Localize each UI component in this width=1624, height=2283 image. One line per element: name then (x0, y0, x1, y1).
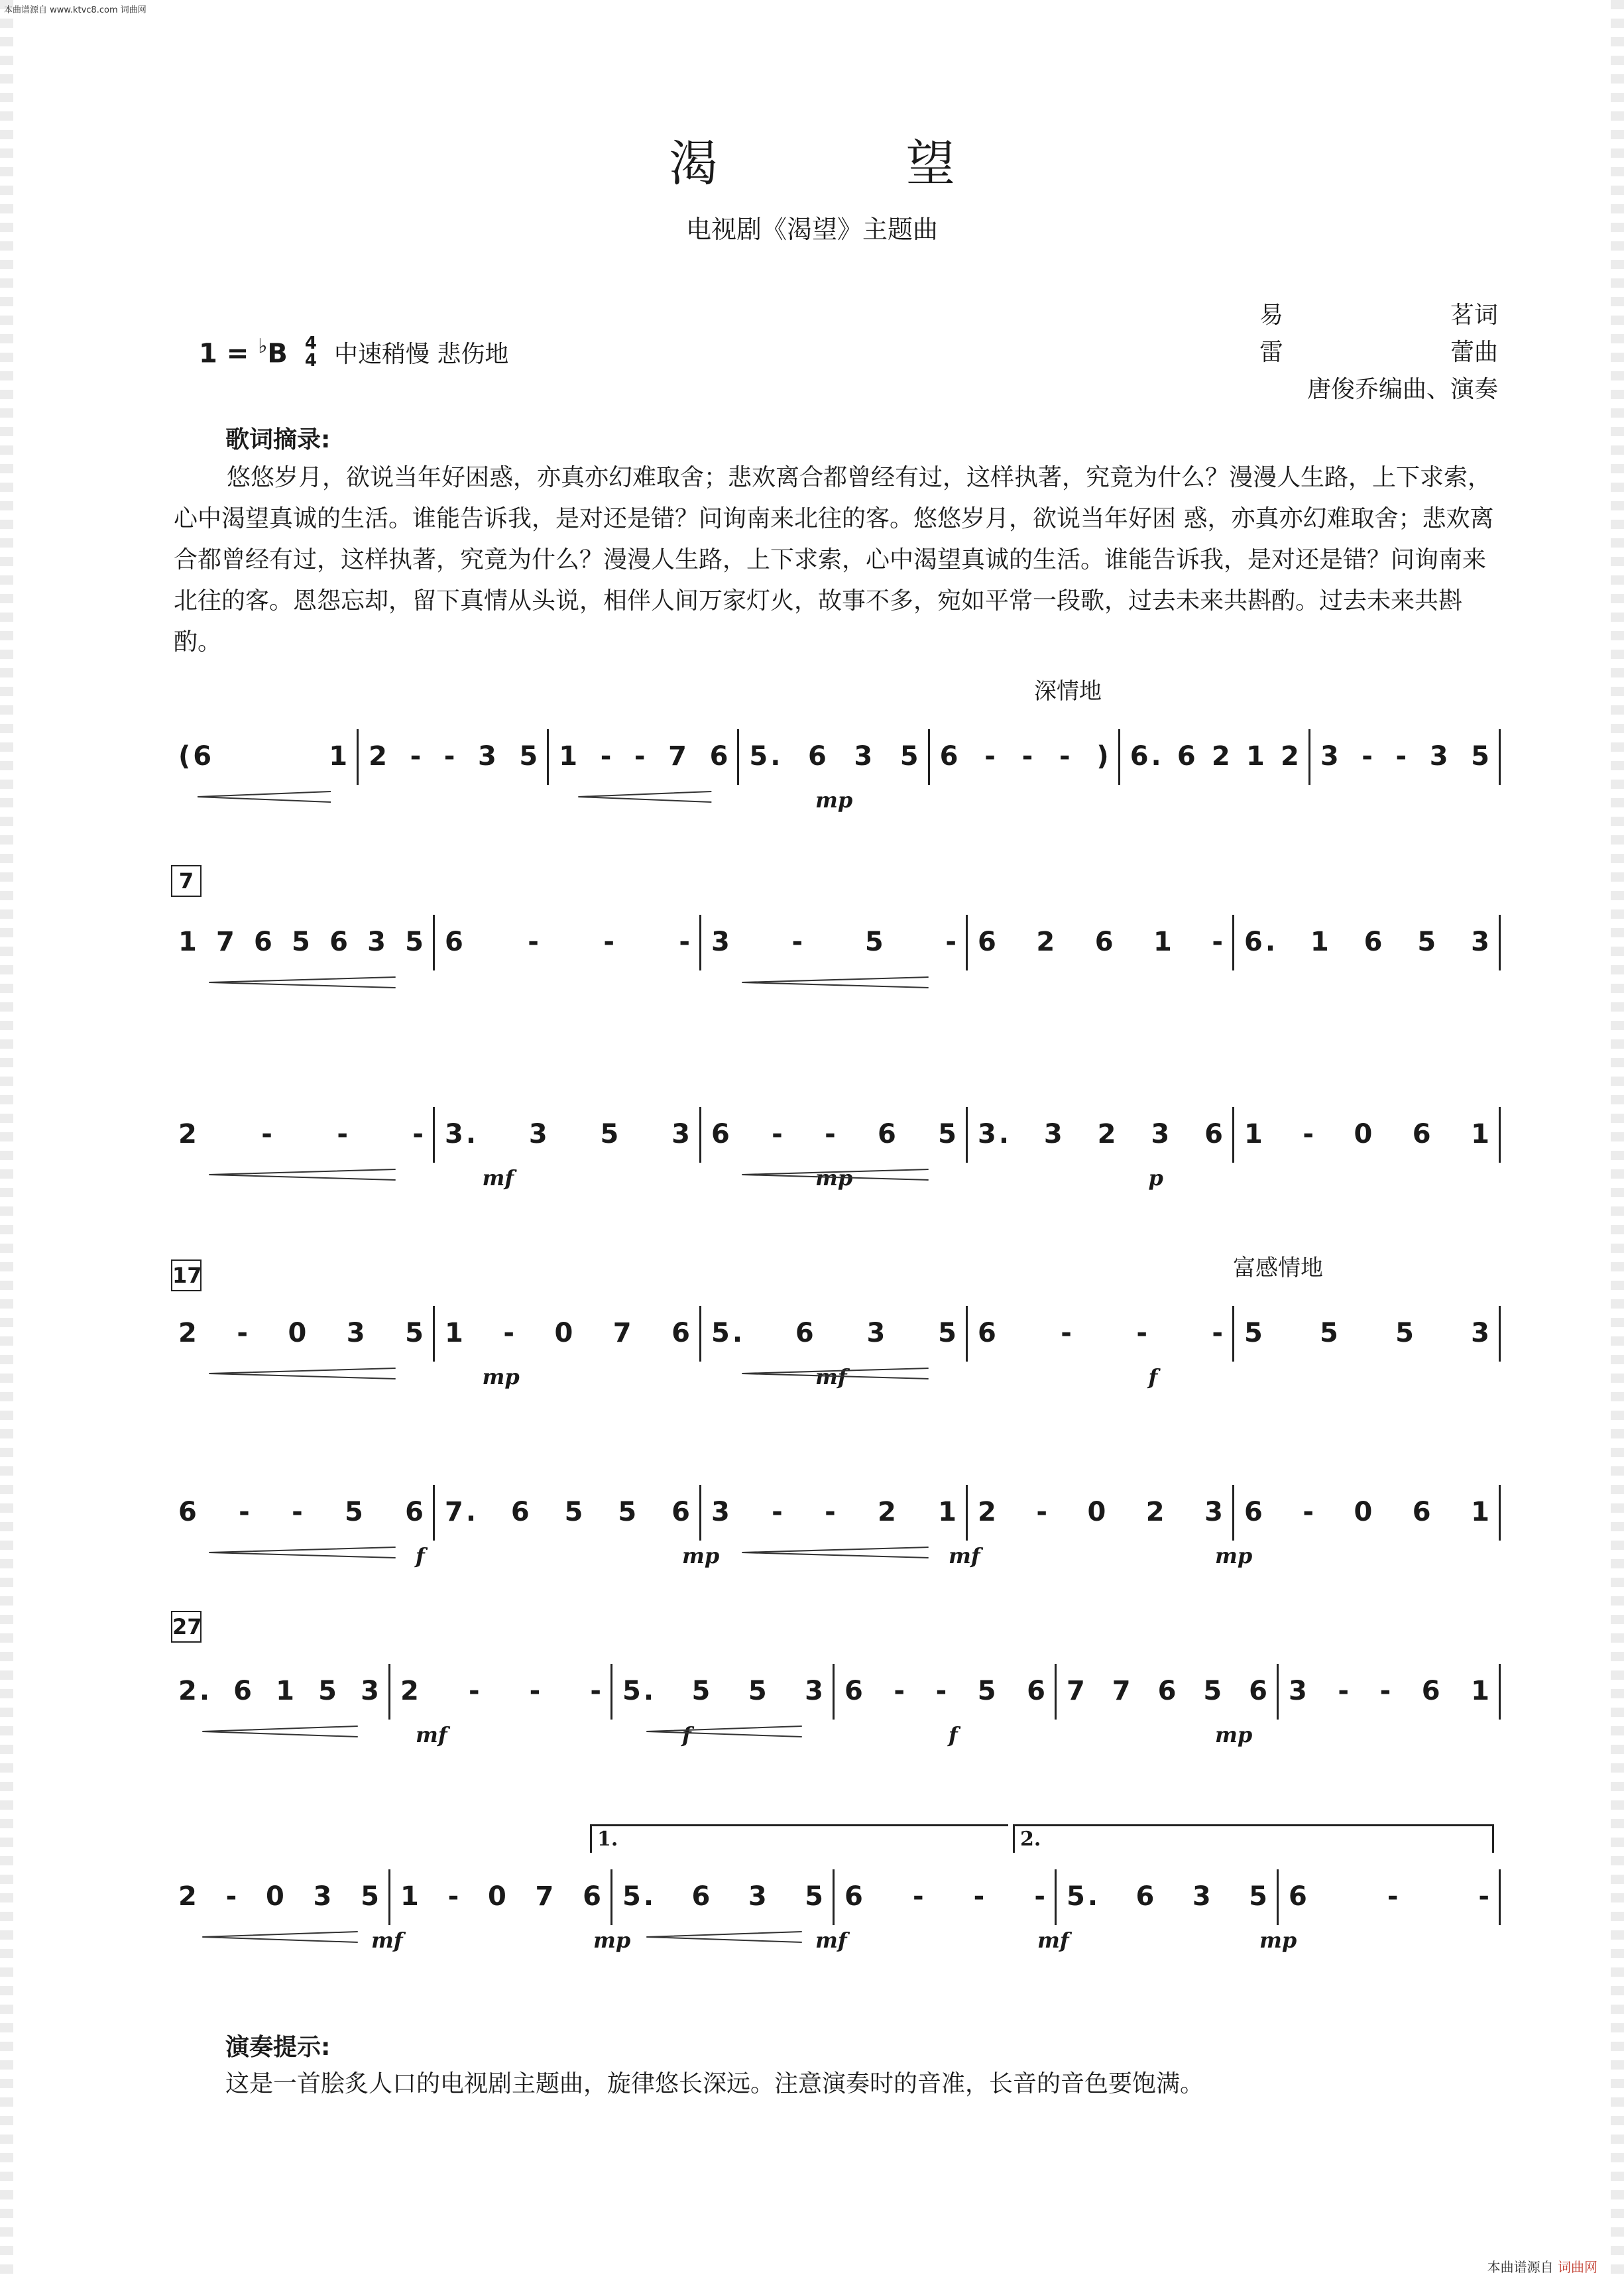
crescendo-hairpin (742, 977, 928, 988)
note: - (237, 1318, 251, 1348)
note: 6 (691, 1881, 713, 1912)
crescendo-hairpin (209, 1368, 395, 1379)
credit-lyricist: 易 茗词 (1259, 302, 1498, 329)
note: 0 (265, 1881, 287, 1912)
notation-row-4 (169, 1293, 1501, 1405)
note: 6 (254, 927, 275, 957)
note: 6 (1412, 1497, 1434, 1527)
note: 3 (854, 741, 876, 772)
note: 3 (477, 741, 499, 772)
note: 7 (612, 1318, 634, 1348)
note: 3 (1429, 741, 1451, 772)
crescendo-hairpin (209, 977, 395, 988)
note: 2 (1036, 927, 1058, 957)
note: 1 (445, 1318, 466, 1348)
note: - (1303, 1119, 1316, 1149)
note: 7 (216, 927, 237, 957)
note: 6 (1135, 1881, 1157, 1912)
note: 2. (178, 1676, 213, 1706)
note: - (1395, 741, 1410, 772)
note: 5. (749, 741, 783, 772)
note: 5 (1320, 1318, 1341, 1348)
source-note: 本曲谱源自 www.ktvc8.com 词曲网 (4, 5, 146, 15)
note: - (1379, 1676, 1394, 1706)
crescendo-hairpin (202, 1726, 358, 1737)
note: 5 (345, 1497, 366, 1527)
expression-deep: 深情地 (1034, 678, 1102, 705)
note: 6 (1363, 927, 1385, 957)
note: 6 (1027, 1676, 1048, 1706)
note: - (337, 1119, 351, 1149)
note: 7 (535, 1881, 557, 1912)
note: 6 (939, 741, 961, 772)
note: - (1387, 1881, 1401, 1912)
note: 6 (978, 927, 999, 957)
dynamic-marking: f (682, 1722, 691, 1747)
note: - (528, 927, 542, 957)
note: 5 (1244, 1318, 1265, 1348)
key-label: 1 = ♭B (199, 335, 288, 369)
note: 3 (711, 927, 732, 957)
crescendo-hairpin (578, 791, 711, 802)
note: - (679, 927, 693, 957)
note: 6 (510, 1497, 532, 1527)
notation-row-5 (169, 1472, 1501, 1584)
note: - (772, 1119, 785, 1149)
key-signature-line (199, 335, 508, 369)
note: 6 (671, 1497, 693, 1527)
crescendo-hairpin (646, 1932, 802, 1942)
page-title: 渴 望 (669, 135, 1041, 192)
note: 5 (318, 1676, 339, 1706)
note: 3 (367, 927, 388, 957)
note: - (825, 1497, 839, 1527)
note: - (894, 1676, 908, 1706)
note: - (529, 1676, 544, 1706)
notation-row-7 (169, 1856, 1501, 1969)
note: 6 (844, 1881, 866, 1912)
note: 2 (1280, 741, 1302, 772)
note: 5 (292, 927, 313, 957)
note: - (634, 741, 648, 772)
hairpins (169, 1472, 1501, 1584)
note: 2 (978, 1497, 999, 1527)
note: 6 (1177, 741, 1198, 772)
note: 3 (1471, 1318, 1492, 1348)
note: 5 (564, 1497, 586, 1527)
note: 0 (1354, 1119, 1375, 1149)
dynamic-marking: mp (815, 788, 853, 813)
note: 6 (1204, 1119, 1226, 1149)
dynamic-marking: mp (593, 1928, 631, 1953)
note: 3 (1043, 1119, 1065, 1149)
dynamic-marking: mp (482, 1364, 520, 1389)
dynamic-marking: mp (1215, 1722, 1253, 1747)
note: 6 (1244, 1497, 1265, 1527)
note: 6 (671, 1318, 693, 1348)
note: 7 (1067, 1676, 1088, 1706)
note: 5 (805, 1881, 826, 1912)
note: 1 (1471, 1119, 1492, 1149)
note: 6 (233, 1676, 255, 1706)
note: - (603, 927, 617, 957)
note: 1 (400, 1881, 422, 1912)
crescendo-hairpin (742, 1547, 928, 1558)
hairpins (169, 716, 1501, 829)
credit-composer: 雷 蕾曲 (1259, 339, 1498, 366)
note: 5 (618, 1497, 640, 1527)
notation-row-2 (169, 902, 1501, 1014)
dynamic-marking: mf (815, 1928, 847, 1953)
note: 5 (519, 741, 541, 772)
note: 5. (1067, 1881, 1101, 1912)
note: - (973, 1881, 988, 1912)
dynamic-marking: mf (815, 1364, 847, 1389)
crescendo-hairpin (209, 1169, 395, 1180)
note: - (225, 1881, 240, 1912)
tips-heading: 演奏提示: (225, 2034, 331, 2061)
note: - (1036, 1497, 1050, 1527)
note: - (503, 1318, 517, 1348)
note: 7. (445, 1497, 479, 1527)
note: 6 (795, 1318, 817, 1348)
note: - (1034, 1881, 1048, 1912)
note: 2 (1211, 741, 1233, 772)
note: - (447, 1881, 462, 1912)
hairpins (169, 1651, 1501, 1763)
dynamic-marking: mf (482, 1165, 514, 1191)
note: 3 (671, 1119, 693, 1149)
note: 6 (405, 1497, 426, 1527)
note: 0 (288, 1318, 310, 1348)
note: 5 (405, 1318, 426, 1348)
crescendo-hairpin (646, 1726, 802, 1737)
note: 5 (600, 1119, 622, 1149)
note: 5 (691, 1676, 713, 1706)
note: 3 (711, 1497, 732, 1527)
note: 5. (711, 1318, 746, 1348)
note: 2 (178, 1318, 200, 1348)
note: - (1212, 927, 1226, 957)
note: - (1362, 741, 1375, 772)
dynamic-marking: f (1148, 1364, 1158, 1389)
note: 6 (1421, 1676, 1443, 1706)
dynamic-marking: mf (416, 1722, 447, 1747)
note: 6 (1249, 1676, 1270, 1706)
notation-row-6 (169, 1651, 1501, 1763)
dynamic-marking: p (1148, 1165, 1163, 1191)
note: - (1212, 1318, 1226, 1348)
note: 0 (554, 1318, 576, 1348)
note: 6 (583, 1881, 604, 1912)
note: 3 (361, 1676, 382, 1706)
note: 2 (178, 1881, 200, 1912)
note: 3 (805, 1676, 826, 1706)
crescendo-hairpin (742, 1169, 928, 1180)
lyrics-heading: 歌词摘录: (225, 426, 331, 453)
volta-bracket-1: 1. (590, 1824, 1008, 1853)
note: 1 (1471, 1676, 1492, 1706)
volta-bracket-2: 2. (1013, 1824, 1494, 1853)
note: 6 (711, 1119, 732, 1149)
note: 5 (899, 741, 921, 772)
note: - (945, 927, 959, 957)
note: 3 (1204, 1497, 1226, 1527)
notation-row-1 (169, 716, 1501, 829)
note: 2 (369, 741, 390, 772)
note: 1 (1246, 741, 1267, 772)
measure-number-7: 7 (171, 865, 202, 897)
note: 6 (878, 1119, 899, 1149)
note: 0 (487, 1881, 509, 1912)
note: - (825, 1119, 839, 1149)
note: 6 (978, 1318, 999, 1348)
note: 5 (748, 1676, 770, 1706)
note: 1 (938, 1497, 959, 1527)
note: 5 (361, 1881, 382, 1912)
note: 7 (668, 741, 689, 772)
tempo-marking: 中速稍慢 悲伤地 (333, 340, 509, 368)
note: - (912, 1881, 927, 1912)
dynamic-marking: mf (949, 1543, 980, 1568)
hairpins (169, 902, 1501, 1014)
note: 6 (844, 1676, 866, 1706)
notation-row-3 (169, 1094, 1501, 1206)
measure-number-17: 17 (171, 1259, 202, 1291)
dynamic-marking: mp (682, 1543, 720, 1568)
note: 1 (1244, 1119, 1265, 1149)
note: 1 (1153, 927, 1175, 957)
note: 3. (445, 1119, 479, 1149)
note: 5 (1471, 741, 1492, 772)
note: 5 (1417, 927, 1439, 957)
note: 5. (622, 1676, 657, 1706)
tips-text: 这是一首脍炙人口的电视剧主题曲，旋律悠长深远。注意演奏时的音准，长音的音色要饱满。 (225, 2070, 1204, 2097)
dynamic-marking: mf (371, 1928, 403, 1953)
note: 6 (1094, 927, 1116, 957)
note: 2 (400, 1676, 422, 1706)
credits (1259, 297, 1498, 408)
note: 5 (938, 1119, 959, 1149)
note: 5 (977, 1676, 999, 1706)
note: 6. (1130, 741, 1164, 772)
note: - (443, 741, 458, 772)
note: 5 (405, 927, 426, 957)
time-signature: 4 4 (304, 333, 317, 371)
note: - (1021, 741, 1036, 772)
expression-rich: 富感情地 (1233, 1255, 1323, 1281)
note: (6 (178, 741, 215, 772)
note: 1 (178, 927, 200, 957)
note: 2 (178, 1119, 200, 1149)
note: - (600, 741, 614, 772)
note: 3 (346, 1318, 368, 1348)
note: 0 (1087, 1497, 1109, 1527)
hairpins (169, 1856, 1501, 1969)
note: - (412, 1119, 426, 1149)
note: 1 (1310, 927, 1332, 957)
note: - (791, 927, 806, 957)
note: - (1478, 1881, 1492, 1912)
note: 5 (1249, 1881, 1270, 1912)
note: - (1059, 741, 1073, 772)
lyrics-text: 悠悠岁月，欲说当年好困惑，亦真亦幻难取舍；悲欢离合都曾经有过，这样执著，究竟为什么？漫漫人生路，上下求索， 心中渴望真诚的生活。谁能告诉我，是对还是错？问询南来北往的客。悠悠岁月，欲说当年好困 惑，亦真亦幻难取舍；悲欢离合都曾经有过，这样执著，究竟为什么？漫漫人生路，上下求索，心中渴望真诚的生活。谁能告诉我，是对还是错？问询南来北往的客。恩怨忘却，留下真情从头说，相伴人间万家灯火，故事不多，宛如平常一段歌，过去未来共斟酌。过去未来共斟酌。 (174, 464, 1494, 656)
dynamic-marking: f (949, 1722, 958, 1747)
note: ) (1096, 741, 1112, 772)
note: - (292, 1497, 306, 1527)
footer-note: 本曲谱源自 词曲网 (1487, 2259, 1597, 2275)
note: 3 (313, 1881, 335, 1912)
note: - (410, 741, 424, 772)
crescendo-hairpin (202, 1932, 358, 1942)
note: 7 (1112, 1676, 1133, 1706)
note: 2 (878, 1497, 899, 1527)
note: 3 (528, 1119, 550, 1149)
note: 6 (1157, 1676, 1179, 1706)
note: 3 (866, 1318, 888, 1348)
note: 1 (329, 741, 351, 772)
note: 1 (1471, 1497, 1492, 1527)
note: - (984, 741, 998, 772)
note: 3 (1320, 741, 1342, 772)
note: 6 (329, 927, 351, 957)
note: 3 (748, 1881, 770, 1912)
note: - (590, 1676, 604, 1706)
note: 3 (1151, 1119, 1173, 1149)
note: - (239, 1497, 253, 1527)
hairpins (169, 1293, 1501, 1405)
note: 6 (178, 1497, 200, 1527)
note: 2 (1097, 1119, 1119, 1149)
dynamic-marking: mp (1259, 1928, 1297, 1953)
note: - (468, 1676, 483, 1706)
note: 6. (1244, 927, 1279, 957)
note: 5. (622, 1881, 657, 1912)
hairpins (169, 1094, 1501, 1206)
note: 3 (1289, 1676, 1310, 1706)
note: 2 (1145, 1497, 1167, 1527)
note: 3 (1192, 1881, 1214, 1912)
left-border-strip (0, 0, 13, 2283)
note: 6 (807, 741, 829, 772)
note: 1 (559, 741, 581, 772)
dynamic-marking: f (416, 1543, 425, 1568)
credit-arranger: 唐俊乔编曲、演奏 (1306, 376, 1498, 403)
note: 6 (445, 927, 466, 957)
note: 6 (1289, 1881, 1310, 1912)
note: 3. (978, 1119, 1012, 1149)
note: 5 (864, 927, 886, 957)
note: 6 (1412, 1119, 1434, 1149)
note: - (1338, 1676, 1352, 1706)
note: 3 (1471, 927, 1492, 957)
note: 0 (1354, 1497, 1375, 1527)
crescendo-hairpin (198, 791, 331, 802)
dynamic-marking: mp (815, 1165, 853, 1191)
right-border-strip (1611, 0, 1624, 2283)
note: 5 (1203, 1676, 1225, 1706)
dynamic-marking: mf (1037, 1928, 1069, 1953)
crescendo-hairpin (209, 1547, 395, 1558)
note: - (772, 1497, 785, 1527)
note: 1 (276, 1676, 297, 1706)
page-subtitle: 电视剧《渴望》主题曲 (685, 215, 938, 244)
note: - (935, 1676, 950, 1706)
dynamic-marking: mp (1215, 1543, 1253, 1568)
note: 6 (709, 741, 731, 772)
note: - (1303, 1497, 1316, 1527)
note: - (1061, 1318, 1074, 1348)
note: - (261, 1119, 275, 1149)
measure-number-27: 27 (171, 1611, 202, 1643)
note: 5 (938, 1318, 959, 1348)
crescendo-hairpin (742, 1368, 928, 1379)
note: 5 (1395, 1318, 1417, 1348)
note: - (1136, 1318, 1150, 1348)
